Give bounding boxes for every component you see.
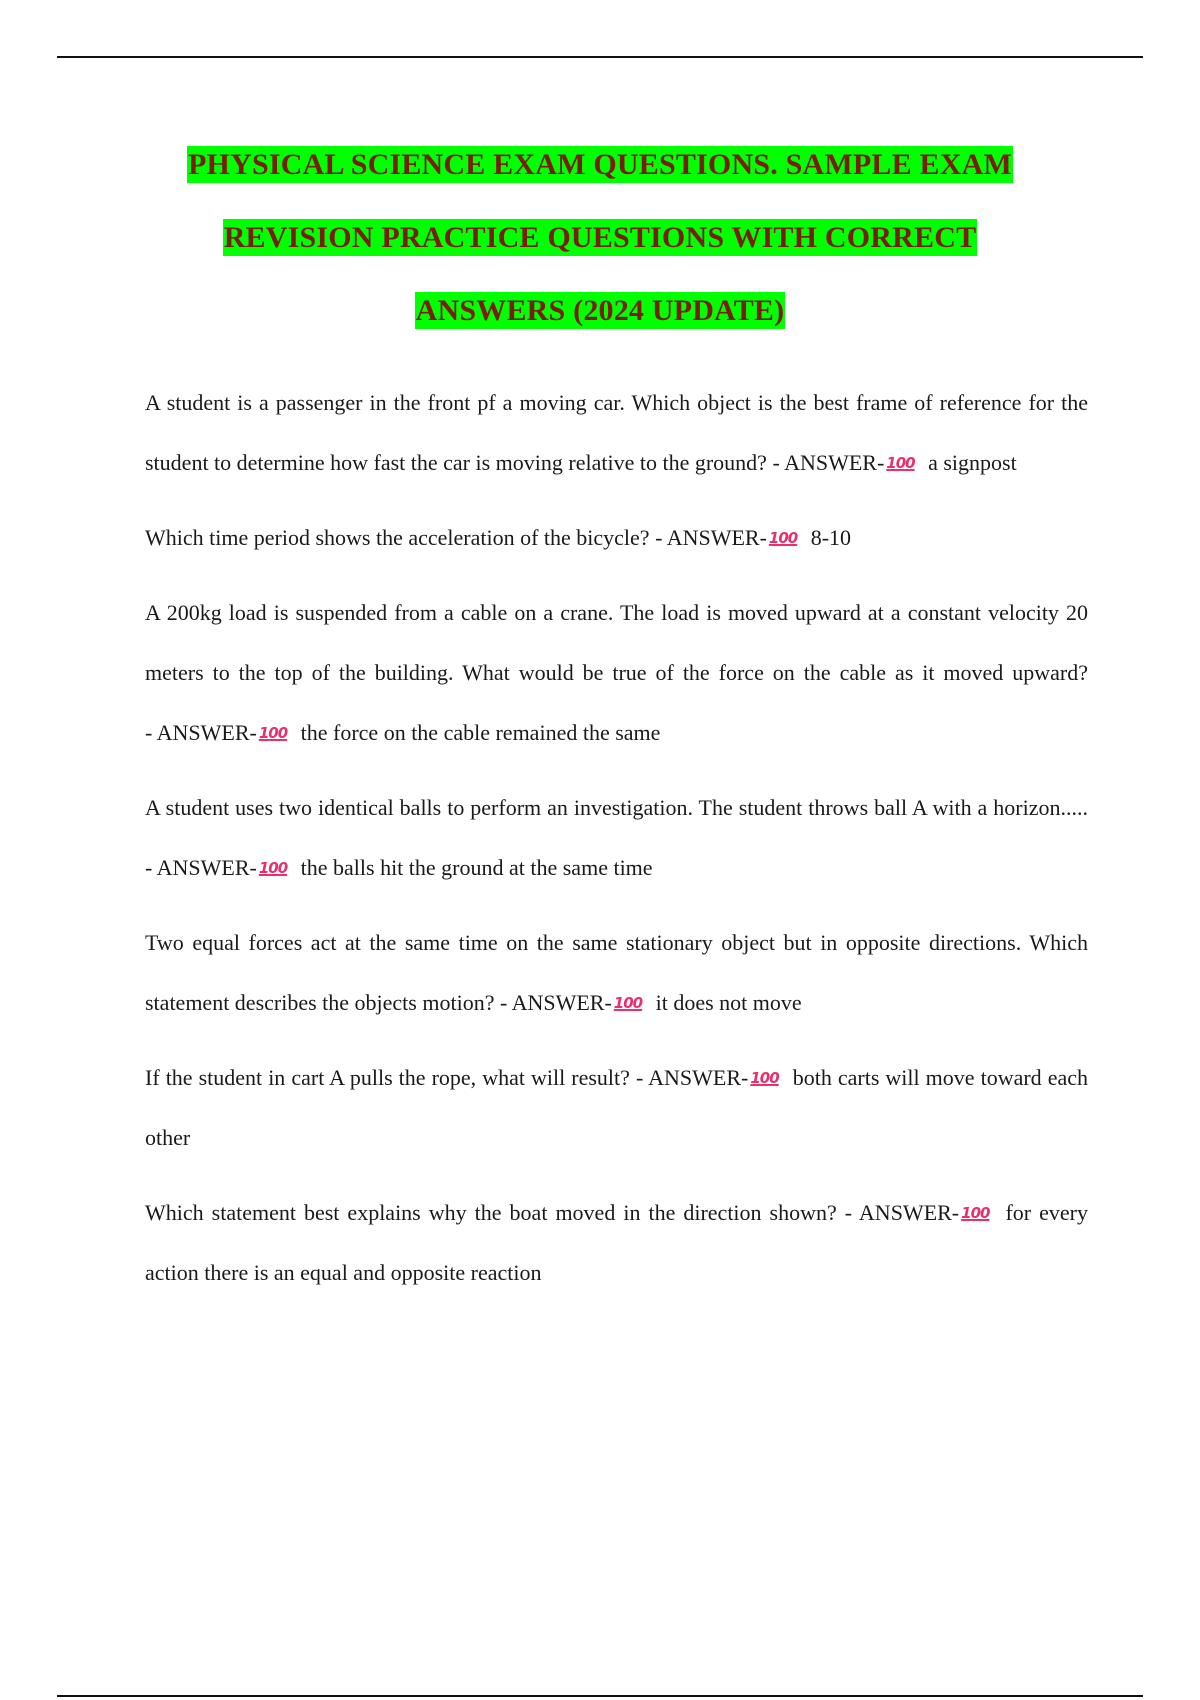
hundred-points-icon: 100 — [768, 529, 798, 547]
question-text: A 200kg load is suspended from a cable on a crane. The load is moved upward at a constant velocity 20 meters to the top of the building. What would be true of the force on the cable as it moved upward? — [145, 600, 1088, 685]
question-text: Which statement best explains why the boat moved in the direction shown? — [145, 1200, 837, 1225]
answer-marker: - ANSWER- — [635, 1065, 749, 1090]
question-text: If the student in cart A pulls the rope, what will result? — [145, 1065, 630, 1090]
answer-marker: - ANSWER- — [145, 855, 257, 880]
title-line-text: REVISION PRACTICE QUESTIONS WITH CORRECT — [223, 221, 977, 254]
hundred-points-icon: 100 — [961, 1204, 990, 1222]
question-text: Two equal forces act at the same time on the same stationary object but in opposite directions. Which statement describes the objects motion? — [145, 930, 1088, 1015]
qa-item — [145, 508, 1088, 568]
answer-text: for every action there is an equal and opposite reaction — [145, 1200, 1088, 1285]
document-title — [100, 140, 1100, 359]
answer-marker: - ANSWER- — [145, 720, 257, 745]
title-line — [100, 213, 1100, 286]
top-rule — [57, 56, 1143, 58]
title-line — [100, 286, 1100, 359]
hundred-points-icon: 100 — [258, 724, 288, 742]
hundred-points-icon: 100 — [886, 454, 915, 472]
qa-item — [145, 913, 1088, 1033]
hundred-points-icon: 100 — [258, 859, 288, 877]
answer-marker: - ANSWER- — [499, 990, 612, 1015]
bottom-rule — [57, 1695, 1143, 1697]
answer-text: both carts will move toward each other — [145, 1065, 1089, 1150]
hundred-points-icon: 100 — [750, 1069, 779, 1087]
answer-marker: - ANSWER- — [844, 1200, 960, 1225]
qa-item — [145, 373, 1088, 493]
title-line-text: PHYSICAL SCIENCE EXAM QUESTIONS. SAMPLE EXAM — [188, 148, 1012, 181]
answer-text: a signpost — [928, 450, 1017, 475]
answer-text: the balls hit the ground at the same time — [300, 855, 653, 880]
title-line — [100, 140, 1100, 213]
qa-item — [145, 778, 1088, 898]
title-line-text: ANSWERS (2024 UPDATE) — [415, 294, 785, 327]
answer-marker: - ANSWER- — [655, 525, 767, 550]
answer-marker: - ANSWER- — [772, 450, 885, 475]
question-text: A student uses two identical balls to perform an investigation. The student throws ball A with a horizon..... — [145, 795, 1088, 820]
answer-text: 8-10 — [810, 525, 852, 550]
question-text: A student is a passenger in the front pf a moving car. Which object is the best frame of reference for the student to determine how fast the car is moving relative to the ground? — [145, 390, 1088, 475]
answer-text: the force on the cable remained the same — [300, 720, 661, 745]
qa-item — [145, 1048, 1088, 1168]
question-text: Which time period shows the acceleration of the bicycle? — [145, 525, 650, 550]
qa-item — [145, 583, 1088, 763]
answer-text: it does not move — [655, 990, 802, 1015]
question-answer-list — [145, 373, 1088, 1318]
hundred-points-icon: 100 — [613, 994, 643, 1012]
qa-item — [145, 1183, 1088, 1303]
